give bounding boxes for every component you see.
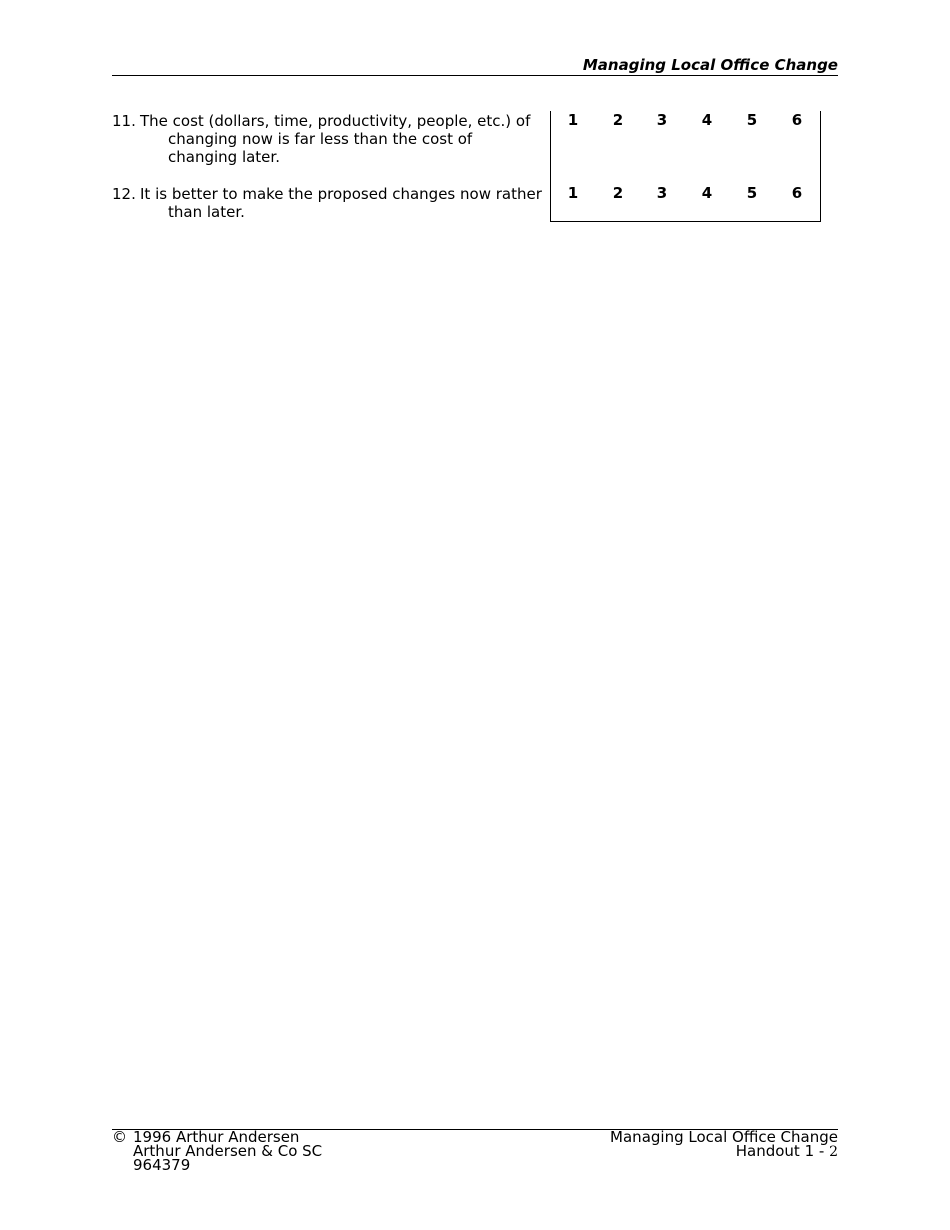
- page-number: 2: [829, 1144, 838, 1160]
- rating-option-4[interactable]: 4: [701, 111, 713, 129]
- rating-option-6[interactable]: 6: [791, 111, 803, 129]
- footer-code-line: 964379: [133, 1156, 191, 1174]
- footer-company-line: Arthur Andersen & Co SC: [133, 1142, 323, 1160]
- rating-option-5[interactable]: 5: [746, 111, 758, 129]
- footer-document-info: [610, 1130, 838, 1159]
- question-text: The cost (dollars, time, productivity, people, etc.) of changing now is far less than the cost of changing later.: [140, 112, 531, 166]
- rating-scale-row-12: [551, 184, 820, 204]
- rating-option-3[interactable]: 3: [656, 184, 668, 202]
- question-text: It is better to make the proposed changes now rather than later.: [140, 185, 542, 221]
- header-title: Managing Local Office Change: [582, 56, 838, 74]
- copyright-symbol: ©: [112, 1128, 127, 1146]
- rating-option-5[interactable]: 5: [746, 184, 758, 202]
- rating-option-4[interactable]: 4: [701, 184, 713, 202]
- footer-title: Managing Local Office Change: [610, 1128, 838, 1146]
- footer-copyright-block: [112, 1130, 322, 1172]
- rating-scale-row-11: [551, 111, 820, 131]
- footer-handout-line: [610, 1144, 838, 1159]
- question-number: 11.: [112, 112, 136, 130]
- question-12: [112, 185, 542, 221]
- header-divider: [112, 75, 838, 76]
- rating-option-1[interactable]: 1: [567, 111, 579, 129]
- rating-option-3[interactable]: 3: [656, 111, 668, 129]
- rating-option-1[interactable]: 1: [567, 184, 579, 202]
- rating-option-2[interactable]: 2: [612, 111, 624, 129]
- rating-option-2[interactable]: 2: [612, 184, 624, 202]
- question-11: [112, 112, 542, 166]
- footer-copyright-line: 1996 Arthur Andersen: [133, 1128, 300, 1146]
- rating-option-6[interactable]: 6: [791, 184, 803, 202]
- rating-scale-box: [550, 111, 821, 222]
- question-number: 12.: [112, 185, 136, 203]
- handout-label: Handout 1 -: [735, 1142, 830, 1160]
